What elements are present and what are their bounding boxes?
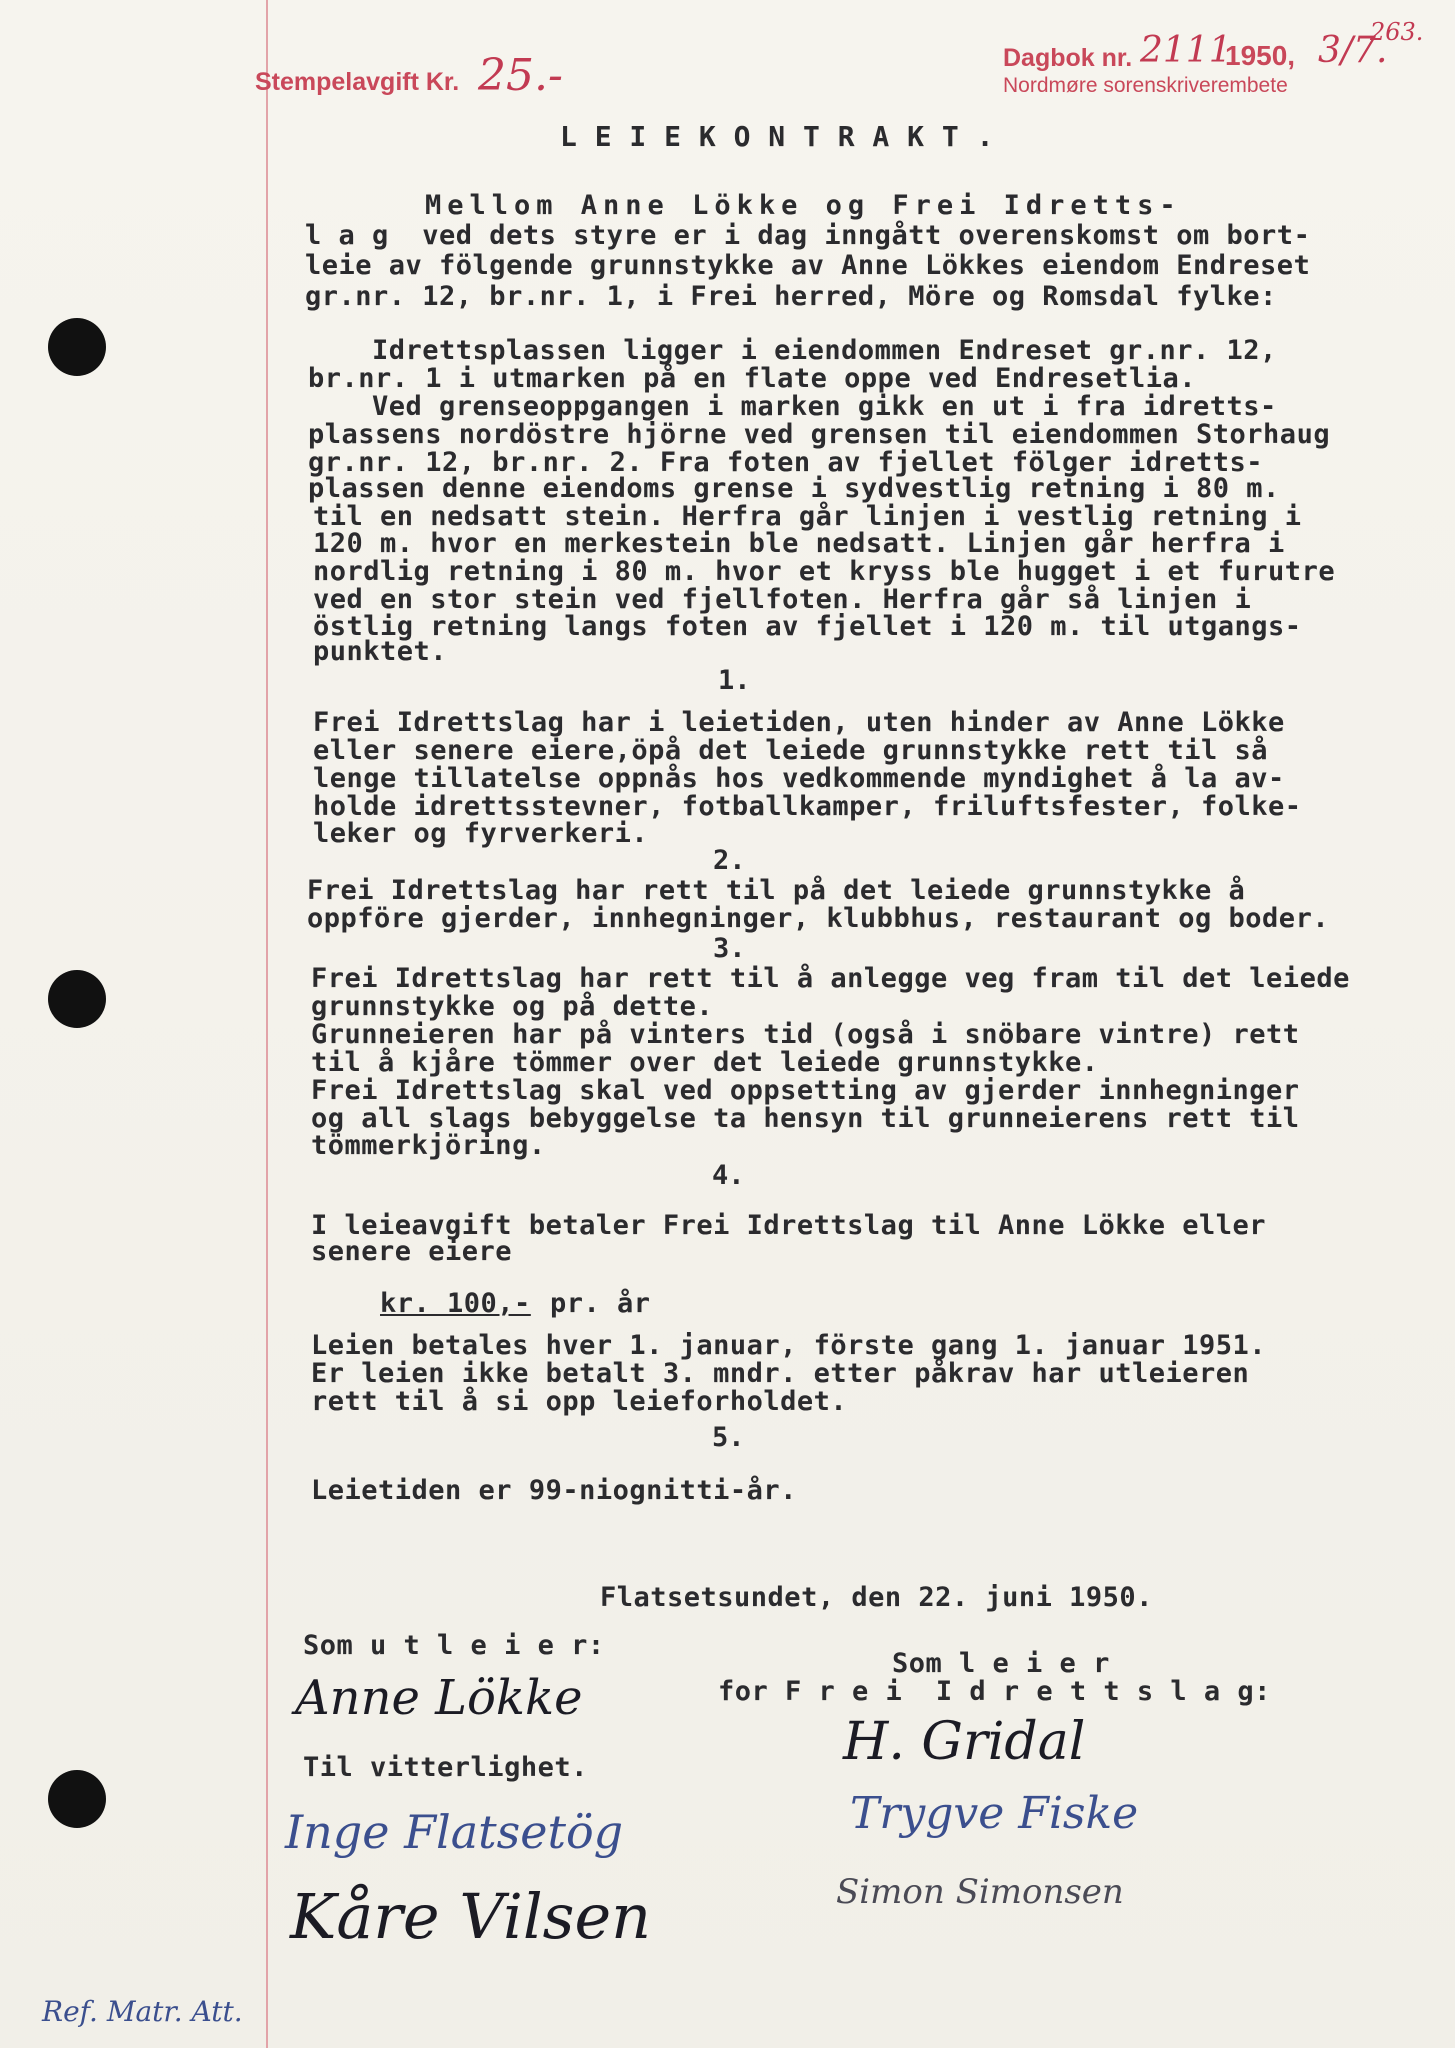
lessee-label: for F r e i I d r e t t s l a g: bbox=[718, 1676, 1271, 1707]
lessor-signature: Anne Lökke bbox=[295, 1670, 583, 1726]
description-line: punktet. bbox=[313, 636, 448, 667]
description-line: til en nedsatt stein. Herfra går linjen i vestlig retning i bbox=[313, 501, 1302, 532]
stamp-dagbok-number: 2111 bbox=[1140, 30, 1232, 71]
section-line: tömmerkjöring. bbox=[311, 1130, 546, 1161]
description-line: Ved grenseoppgangen i marken gikk en ut i fra idretts- bbox=[372, 391, 1277, 422]
section-line: til å kjåre tömmer over det leiede grunnstykke. bbox=[311, 1047, 1099, 1078]
witness-signature-1: Inge Flatsetög bbox=[285, 1805, 624, 1859]
description-line: 120 m. hvor en merkestein ble nedsatt. Linjen går herfra i bbox=[313, 528, 1285, 559]
section-line: Leietiden er 99-niognitti-år. bbox=[311, 1475, 797, 1506]
section-line: Grunneieren har på vinters tid (også i snöbare vintre) rett bbox=[311, 1019, 1300, 1050]
section-line: Frei Idrettslag har rett til å anlegge veg fram til det leiede bbox=[311, 963, 1350, 994]
intro-line: leie av fölgende grunnstykke av Anne Lökkes eiendom Endreset bbox=[305, 250, 1311, 281]
description-line: nordlig retning i 80 m. hvor et kryss ble hugget i et furutre bbox=[313, 556, 1336, 587]
section-line: Leien betales hver 1. januar, förste gang 1. januar 1951. bbox=[311, 1330, 1267, 1361]
section-line: senere eiere bbox=[311, 1236, 513, 1267]
margin-rule bbox=[266, 0, 268, 2048]
section-line: grunnstykke og på dette. bbox=[311, 991, 714, 1022]
section-number: 3. bbox=[713, 933, 746, 964]
section-line: I leieavgift betaler Frei Idrettslag til Anne Lökke eller bbox=[311, 1210, 1267, 1241]
section-number: 5. bbox=[712, 1422, 745, 1453]
section-line: leker og fyrverkeri. bbox=[313, 818, 649, 849]
section-line: holde idrettsstevner, fotballkamper, friluftsfester, folke- bbox=[313, 791, 1302, 822]
description-line: br.nr. 1 i utmarken på en flate oppe ved Endresetlia. bbox=[308, 363, 1197, 394]
intro-line: Mellom Anne Lökke og Frei Idretts- bbox=[425, 190, 1182, 221]
stamp-dagbok-date: 3/7. bbox=[1318, 30, 1388, 71]
section-line: oppföre gjerder, innhegninger, klubbhus, restaurant og boder. bbox=[307, 903, 1330, 934]
rent-amount: kr. 100,- bbox=[380, 1288, 531, 1319]
stamp-office: Nordmøre sorenskriverembete bbox=[1003, 74, 1288, 97]
section-line: eller senere eiere,öpå det leiede grunnstykke rett til så bbox=[313, 735, 1269, 766]
description-line: ved en stor stein ved fjellfoten. Herfra går så linjen i bbox=[313, 584, 1252, 615]
margin-note: Ref. Matr. Att. bbox=[42, 1995, 243, 2028]
lessee-signature-2: Trygve Fiske bbox=[850, 1788, 1139, 1839]
punch-hole-middle bbox=[48, 970, 106, 1028]
section-number: 1. bbox=[718, 665, 751, 696]
description-line: östlig retning langs foten av fjellet i 120 m. til utgangs- bbox=[313, 611, 1302, 642]
description-line: Idrettsplassen ligger i eiendommen Endreset gr.nr. 12, bbox=[372, 335, 1277, 366]
lessee-signature-1: H. Gridal bbox=[843, 1712, 1086, 1772]
section-line: Frei Idrettslag har i leietiden, uten hinder av Anne Lökke bbox=[313, 707, 1285, 738]
stamp-fee-value: 25.- bbox=[478, 50, 563, 101]
punch-hole-top bbox=[48, 318, 106, 376]
description-line: plassens nordöstre hjörne ved grensen til eiendommen Storhaug bbox=[308, 419, 1331, 450]
stamp-fee-label: Stempelavgift Kr. bbox=[255, 68, 460, 96]
intro-line: gr.nr. 12, br.nr. 1, i Frei herred, Möre og Romsdal fylke: bbox=[305, 281, 1277, 312]
section-line: Frei Idrettslag har rett til på det leiede grunnstykke å bbox=[307, 875, 1246, 906]
place-date: Flatsetsundet, den 22. juni 1950. bbox=[600, 1582, 1153, 1613]
punch-hole-bottom bbox=[48, 1770, 106, 1828]
lessor-label: Som u t l e i e r: bbox=[303, 1630, 605, 1661]
stamp-page-number: 263. bbox=[1370, 18, 1424, 46]
section-line: rett til å si opp leieforholdet. bbox=[311, 1386, 848, 1417]
witness-signature-2: Kåre Vilsen bbox=[290, 1880, 652, 1953]
rent-amount-suffix: pr. år bbox=[550, 1288, 651, 1319]
description-line: gr.nr. 12, br.nr. 2. Fra foten av fjellet fölger idretts- bbox=[308, 447, 1264, 478]
lessee-label: Som l e i e r bbox=[892, 1648, 1110, 1679]
section-line: Frei Idrettslag skal ved oppsetting av gjerder innhegninger bbox=[311, 1075, 1300, 1106]
intro-line: l a g ved dets styre er i dag inngått overenskomst om bort- bbox=[305, 220, 1311, 251]
section-number: 2. bbox=[713, 845, 746, 876]
stamp-dagbok-year: 1950, bbox=[1225, 40, 1296, 71]
section-line: Er leien ikke betalt 3. mndr. etter påkrav har utleieren bbox=[311, 1358, 1250, 1389]
witness-label: Til vitterlighet. bbox=[303, 1752, 588, 1783]
section-number: 4. bbox=[712, 1160, 745, 1191]
stamp-dagbok-label: Dagbok nr. bbox=[1003, 44, 1133, 72]
section-line: og all slags bebyggelse ta hensyn til grunneierens rett til bbox=[311, 1103, 1300, 1134]
section-line: lenge tillatelse oppnås hos vedkommende myndighet å la av- bbox=[313, 763, 1285, 794]
document-title: L E I E K O N T R A K T . bbox=[560, 120, 994, 153]
description-line: plassen denne eiendoms grense i sydvestlig retning i 80 m. bbox=[308, 473, 1280, 504]
lessee-signature-3: Simon Simonsen bbox=[836, 1872, 1124, 1912]
